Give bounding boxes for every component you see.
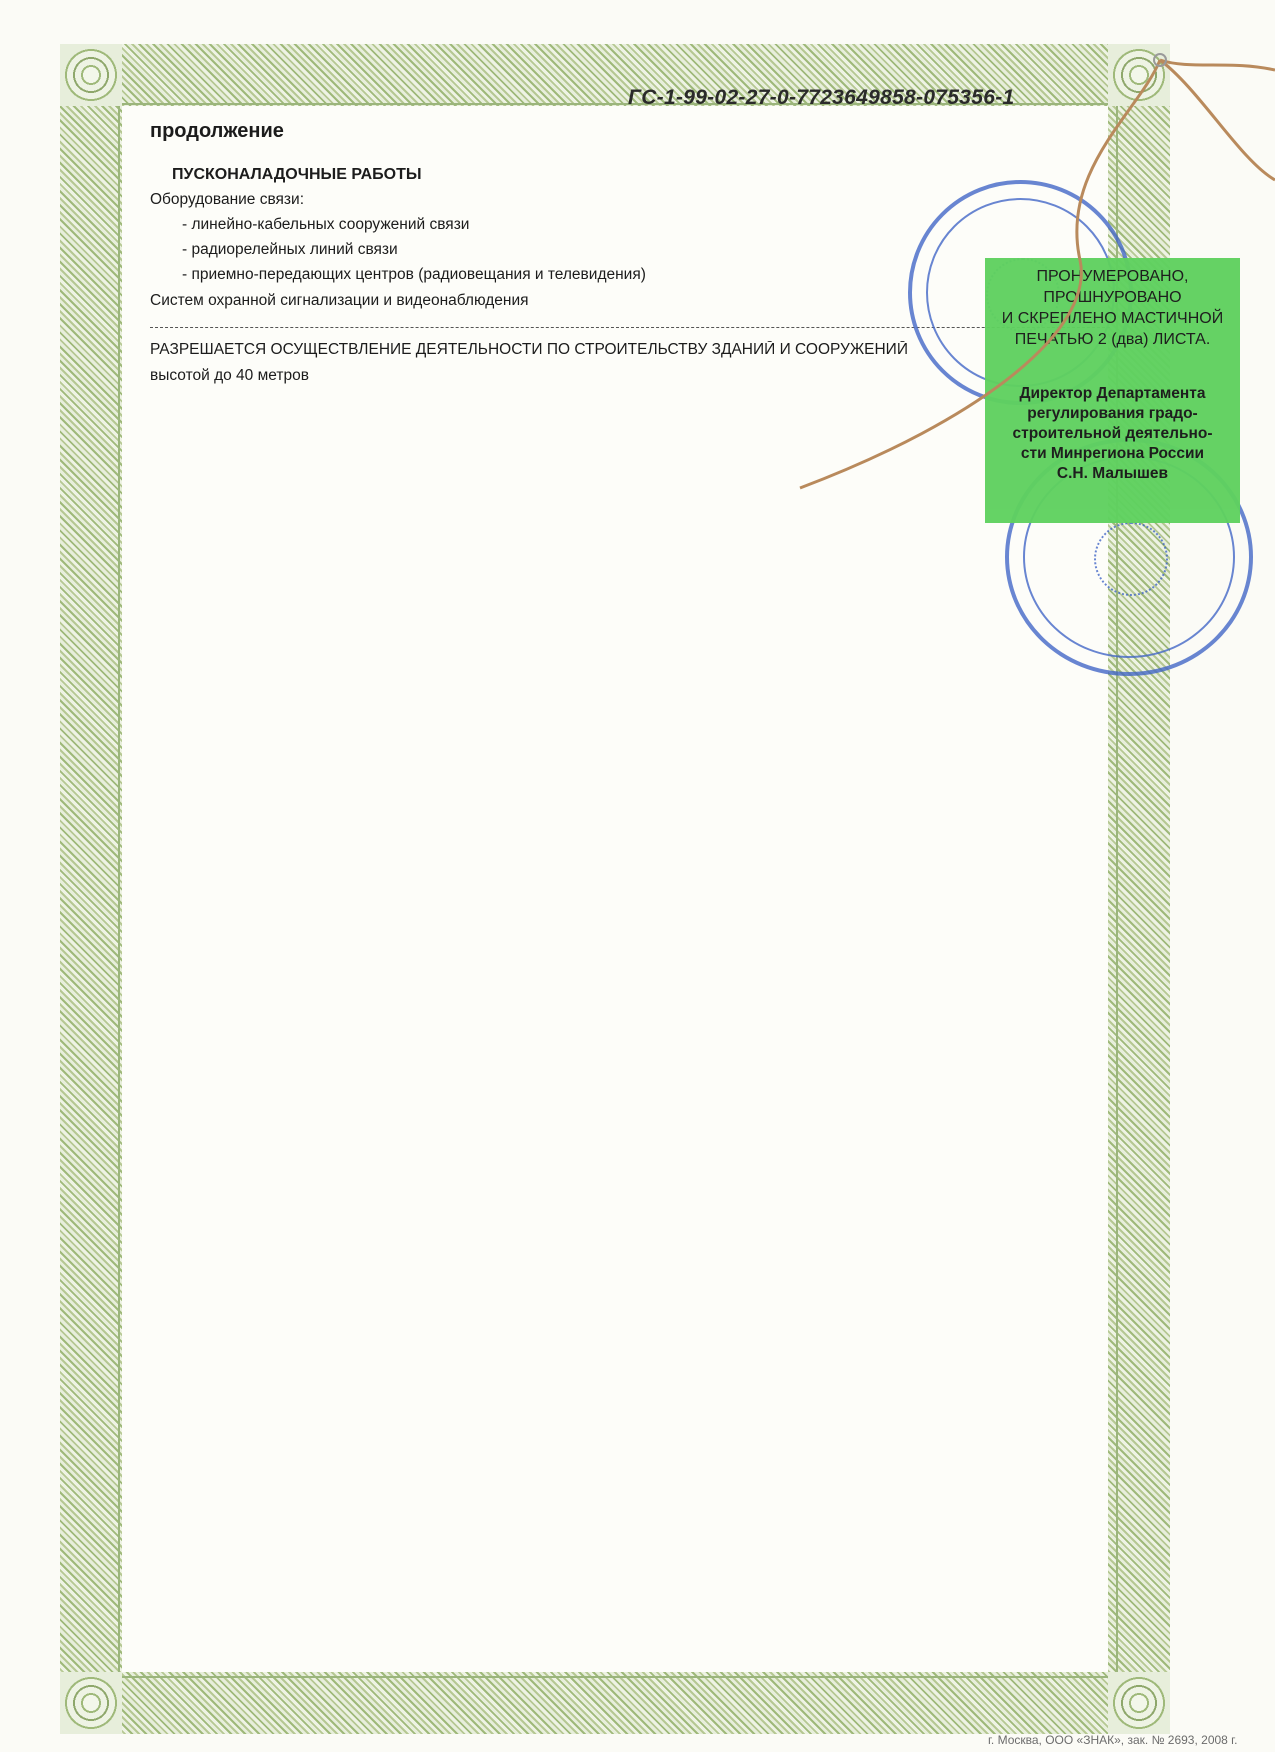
list-item: - радиорелейных линий связи	[182, 241, 398, 258]
text-line: Систем охранной сигнализации и видеонаблюдения	[150, 292, 529, 309]
label-line: ПЕЧАТЬЮ 2 (два) ЛИСТА.	[1014, 331, 1211, 348]
document-number: ГС-1-99-02-27-0-7723649858-075356-1	[628, 86, 1015, 109]
permission-text-continued: высотой до 40 метров	[150, 367, 309, 384]
label-line: регулирования градо-	[1027, 405, 1198, 422]
label-line: И СКРЕПЛЕНО МАСТИЧНОЙ	[1001, 310, 1224, 327]
text-line: Оборудование связи:	[150, 191, 305, 208]
page-heading: продолжение	[150, 120, 284, 142]
binding-label	[985, 258, 1240, 523]
label-line: строительной деятельно-	[1012, 425, 1213, 442]
border-corner-ornament	[1108, 44, 1170, 106]
label-line: ПРОНУМЕРОВАНО,	[1036, 268, 1189, 285]
label-director-text	[991, 384, 1234, 484]
section-title: ПУСКОНАЛАДОЧНЫЕ РАБОТЫ	[172, 166, 422, 183]
label-line: Директор Департамента	[1019, 385, 1206, 402]
border-corner-ornament	[60, 44, 122, 106]
border-corner-ornament	[1108, 1672, 1170, 1734]
printer-imprint: г. Москва, ООО «ЗНАК», зак. № 2693, 2008 г.	[988, 1733, 1238, 1747]
border-corner-ornament	[60, 1672, 122, 1734]
list-item: - приемно-передающих центров (радиовещания и телевидения)	[182, 266, 646, 283]
label-line: С.Н. Малышев	[1056, 465, 1169, 482]
label-line: сти Минрегиона России	[1020, 445, 1205, 462]
double-headed-eagle-icon	[1094, 522, 1168, 596]
permission-text: РАЗРЕШАЕТСЯ ОСУЩЕСТВЛЕНИЕ ДЕЯТЕЛЬНОСТИ ПО СТРОИТЕЛЬСТВУ ЗДАНИЙ И СООРУЖЕНИЙ	[150, 341, 908, 358]
label-stamped-text	[991, 266, 1234, 350]
list-item: - линейно-кабельных сооружений связи	[182, 216, 470, 233]
label-line: ПРОШНУРОВАНО	[1043, 289, 1182, 306]
